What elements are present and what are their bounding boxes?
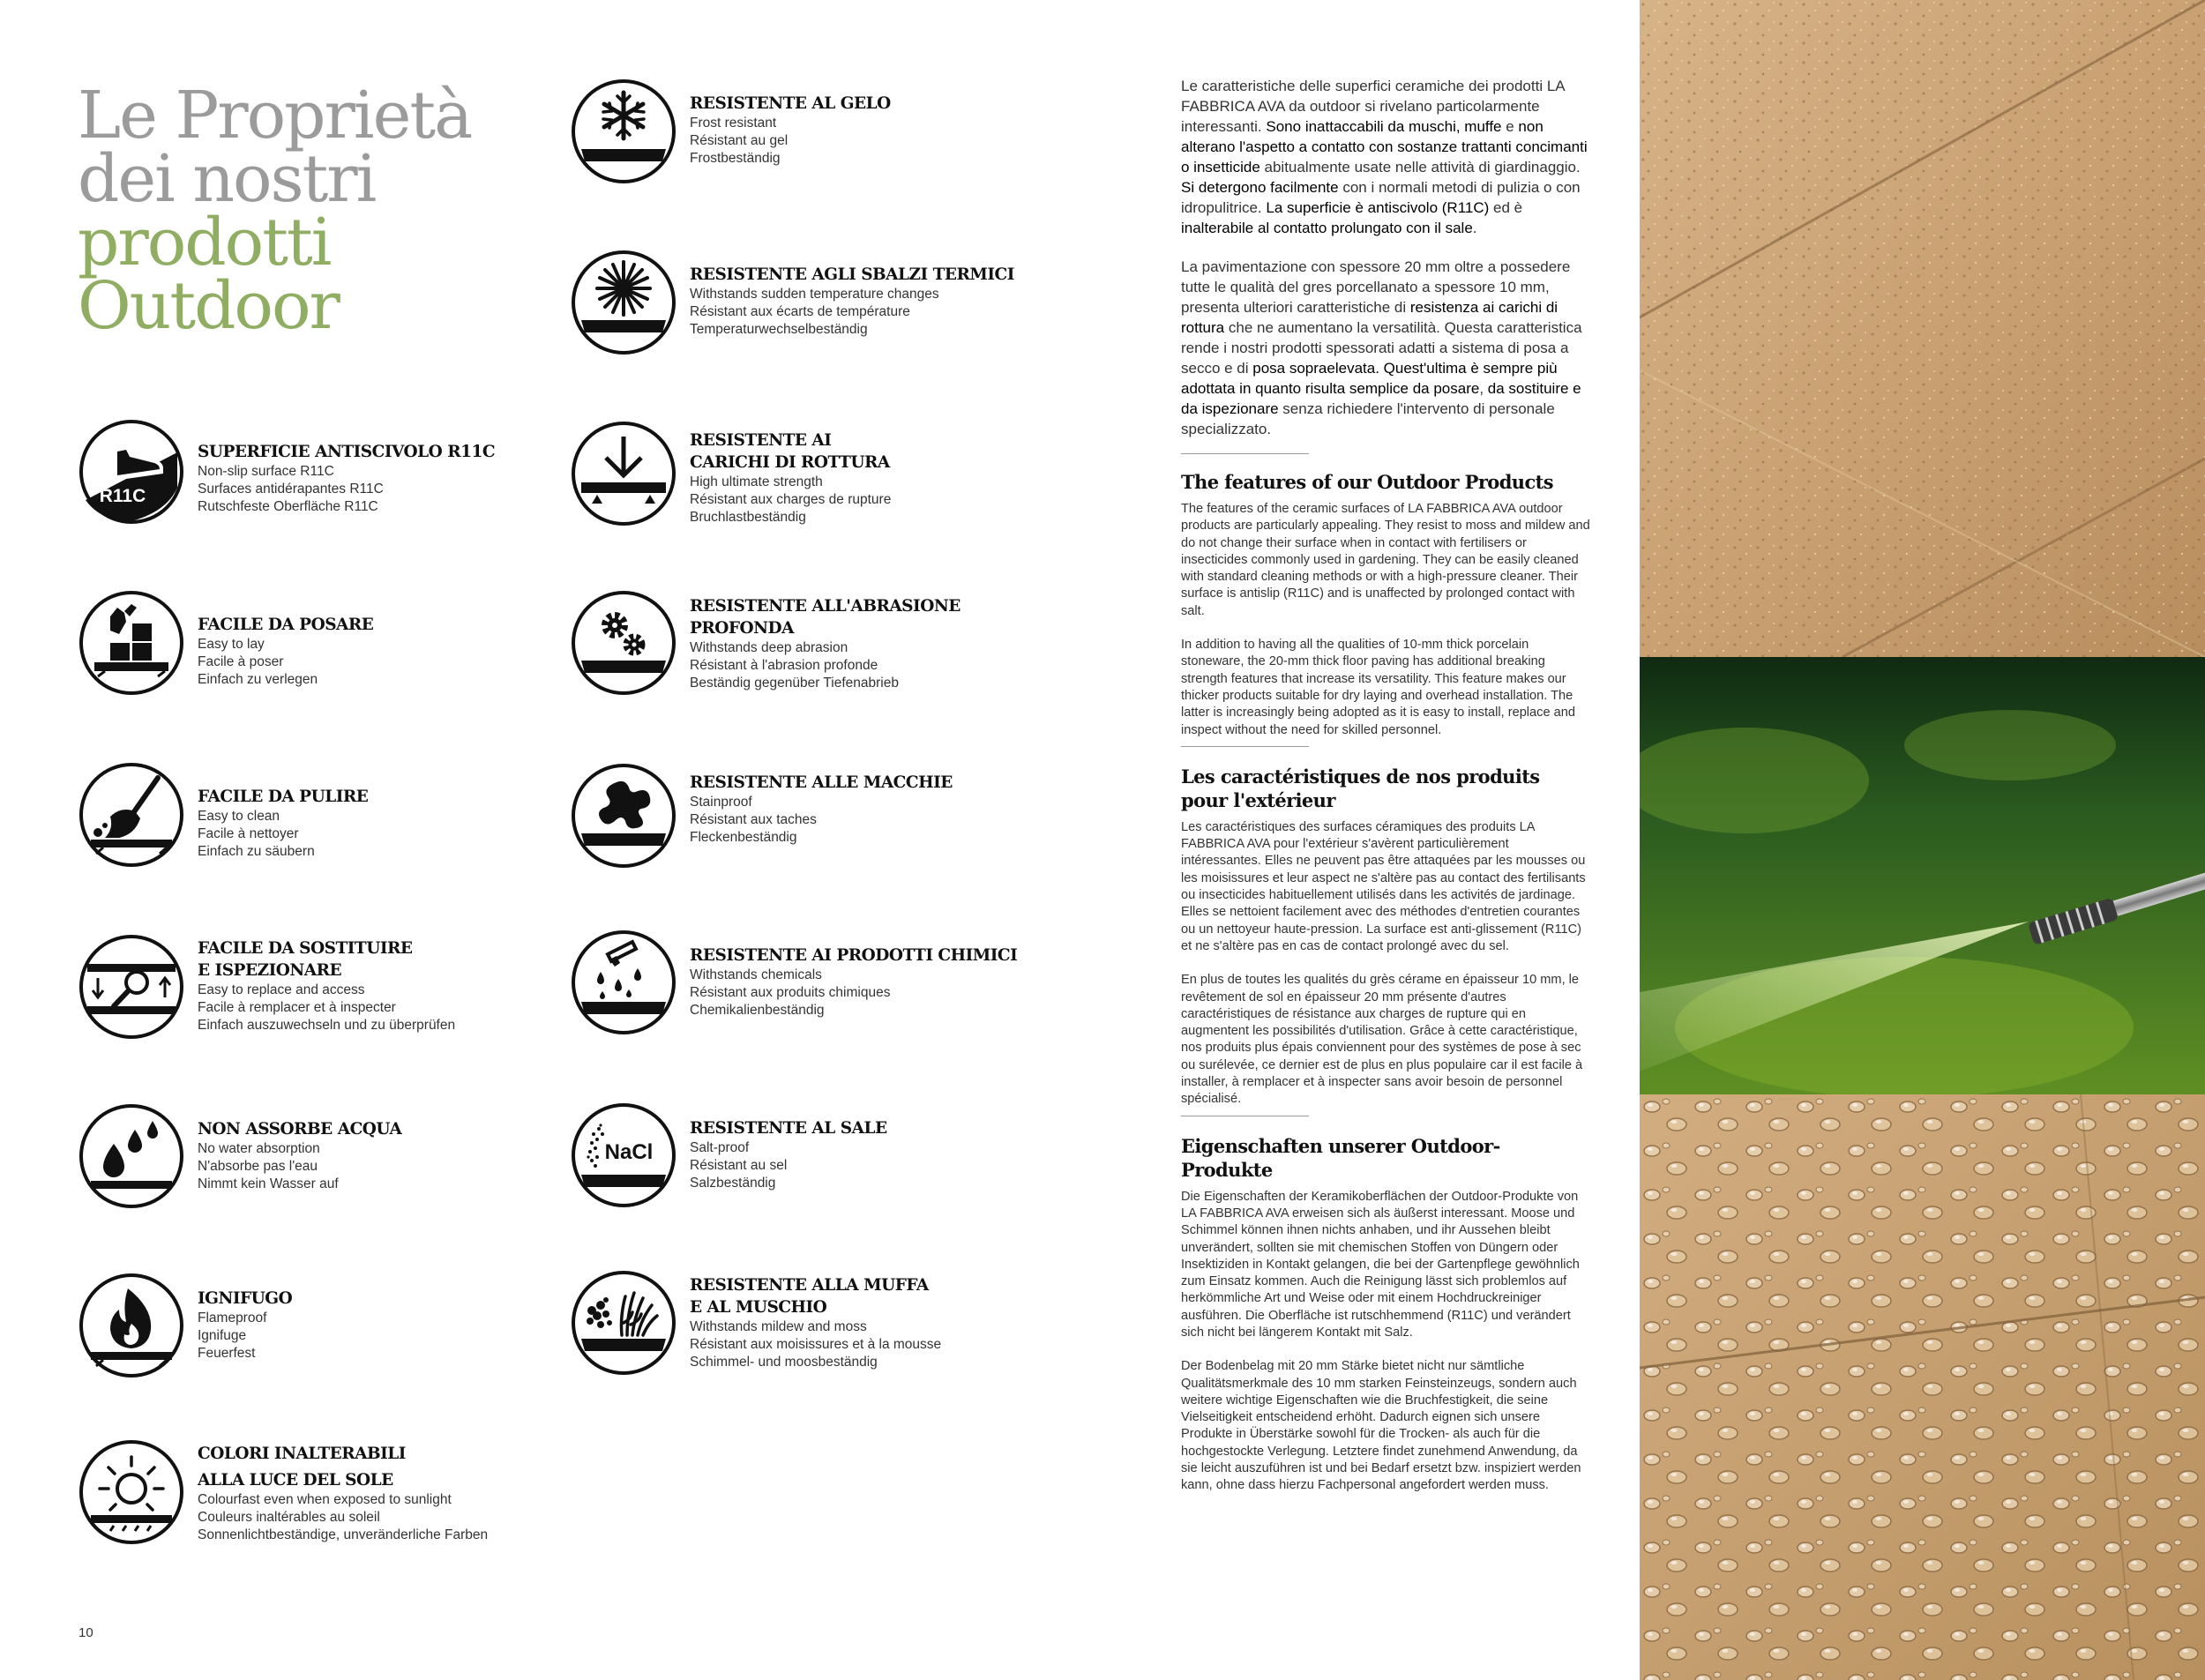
- lawn-washer-image: [1640, 657, 2205, 1094]
- french-paragraph-2: En plus de toutes les qualités du grès cérame en épaisseur 10 mm, le revêtement de sol en épaisseur 20 mm présente d'autres caractéristiques de résistance aux charges de rupture qui en augmentent les possibilités d'utilisation. Grâce à cette caractéristique, nos produits plus épais conviennent pour des systèmes de pose à sec ou surélevée, ce dernier est de plus en plus populaire car il est facile à installer, à remplacer et à inspecter sans avoir besoin de personnel spécialisé.: [1181, 973, 1583, 1107]
- property-fr: Facile à poser: [198, 654, 284, 669]
- german-heading: Eigenschaften unserer Outdoor-Produkte: [1181, 1134, 1500, 1181]
- property-fr: Couleurs inaltérables au soleil: [198, 1510, 380, 1525]
- property-title: RESISTENTE ALL'ABRASIONE: [690, 597, 960, 616]
- property-en: Colourfast even when exposed to sunlight: [198, 1492, 452, 1507]
- svg-text:R11C: R11C: [99, 486, 146, 506]
- property-title: FACILE DA PULIRE: [198, 788, 369, 806]
- photo-water-droplets: [1640, 1094, 2205, 1680]
- page-number-left: 10: [78, 1625, 93, 1640]
- water-droplets-image: [1640, 1094, 2205, 1680]
- property-fr: Résistant au gel: [690, 133, 789, 148]
- property-title: RESISTENTE AL GELO: [690, 94, 891, 113]
- property-title: RESISTENTE AL SALE: [690, 1119, 887, 1138]
- property-fr: Surfaces antidérapantes R11C: [198, 482, 384, 497]
- property-title-2: E AL MUSCHIO: [690, 1298, 827, 1317]
- english-paragraph-1: The features of the ceramic surfaces of LA FABBRICA AVA outdoor products are particularly appealing. They resist to moss and mildew and do not change their surface when in contact with fertilisers or insecticides commonly used in gardening. They can be easily cleaned with standard cleaning methods or with a high-pressure cleaner. Their surface is antislip (R11C) and is unaffected by prolonged contact with salt.: [1181, 502, 1590, 618]
- property-fr: Résistant à l'abrasion profonde: [690, 658, 878, 673]
- property-title: SUPERFICIE ANTISCIVOLO R11C: [198, 443, 496, 461]
- property-fr: Résistant aux produits chimiques: [690, 985, 891, 1000]
- italian-paragraph-2: La pavimentazione con spessore 20 mm oltre a possedere tutte le qualità del gres porcellanato a spessore 10 mm, presenta ulteriori caratteristiche di resistenza ai carichi di rottura che ne aumentano la versatilità. Questa caratteristica rende i nostri prodotti spessorati adatti a sistema di posa a secco e di posa sopraelevata. Quest'ultima è sempre più adottata in quanto risulta semplice da posare, da sostituire e da ispezionare senza richiedere l'intervento di personale specializzato.: [1181, 258, 1582, 437]
- property-title: RESISTENTE AGLI SBALZI TERMICI: [690, 265, 1014, 284]
- title-line-1: Le Proprietà: [78, 78, 472, 153]
- flame-icon: [78, 1273, 184, 1378]
- photo-stone-tiles: [1640, 0, 2205, 657]
- property-de: Salzbeständig: [690, 1176, 776, 1191]
- property-de: Feuerfest: [198, 1346, 256, 1361]
- property-de: Schimmel- und moosbeständig: [690, 1355, 878, 1370]
- english-paragraph-2: In addition to having all the qualities of 10-mm thick porcelain stoneware, the 20-mm thick floor paving has additional breaking strength features that increase its versatility. This feature makes our thicker products suitable for dry laying and overhead installation. The latter is increasingly being adopted as it is easy to install, replace and inspect without the need for skilled personnel.: [1181, 638, 1575, 737]
- property-de: Einfach zu verlegen: [198, 672, 318, 687]
- italian-paragraph-1: Le caratteristiche delle superfici ceramiche dei prodotti LA FABBRICA AVA da outdoor si rivelano particolarmente interessanti. Sono inattaccabili da muschi, muffe e non alterano l'aspetto a contatto con sostanze trattanti concimanti o insetticide abitualmente usate nelle attività di giardinaggio. Si detergono facilmente con i normali metodi di pulizia o con idropulitrice. La superficie è antiscivolo (R11C) ed è inalterabile al contatto prolungato con il sale.: [1181, 78, 1588, 236]
- property-fr: N'absorbe pas l'eau: [198, 1159, 318, 1174]
- property-title-2: ALLA LUCE DEL SOLE: [198, 1471, 393, 1490]
- title-line-2: dei nostri: [78, 141, 376, 217]
- property-de: Einfach zu säubern: [198, 844, 315, 859]
- divider: [1181, 746, 1309, 747]
- water-drops-icon: [78, 1103, 184, 1209]
- title-line-4: Outdoor: [78, 268, 339, 344]
- property-fr: Facile à remplacer et à inspecter: [198, 1000, 396, 1015]
- property-title: RESISTENTE ALLE MACCHIE: [690, 773, 953, 792]
- divider: [1181, 453, 1309, 454]
- property-en: No water absorption: [198, 1141, 320, 1156]
- property-title: RESISTENTE AI PRODOTTI CHIMICI: [690, 946, 1018, 965]
- chemicals-icon: [571, 930, 676, 1035]
- property-en: Withstands mildew and moss: [690, 1319, 867, 1334]
- stone-tiles-image: [1640, 0, 2205, 657]
- page-title: [78, 78, 472, 344]
- property-en: Salt-proof: [690, 1140, 750, 1155]
- property-en: Easy to clean: [198, 809, 280, 824]
- property-en: Withstands sudden temperature changes: [690, 287, 939, 302]
- property-title-2: E ISPEZIONARE: [198, 961, 342, 980]
- property-fr: Résistant au sel: [690, 1158, 788, 1173]
- property-title: FACILE DA POSARE: [198, 616, 374, 634]
- property-en: Withstands chemicals: [690, 967, 822, 982]
- french-paragraph-1: Les caractéristiques des surfaces céramiques des produits LA FABBRICA AVA pour l'extérieur s'avèrent particulièrement intéressantes. Elles ne peuvent pas être attaquées par les mousses ou les moisissures et leur aspect ne s'altère pas au contact des fertilisants ou insecticides habituellement utilisés dans les activités de jardinage. Elles se nettoient facilement avec des méthodes d'entretien courantes ou un nettoyeur haute-pression. La surface est anti-glissement (R11C) et ne s'altère pas en cas de contact prolongé avec du sel.: [1181, 819, 1586, 953]
- property-title: NON ASSORBE ACQUA: [198, 1120, 402, 1139]
- property-fr: Résistant aux moisissures et à la mousse: [690, 1337, 942, 1352]
- mildew-moss-icon: [571, 1270, 676, 1376]
- stain-icon: [571, 763, 676, 869]
- property-title: RESISTENTE AI: [690, 431, 832, 450]
- english-heading: The features of our Outdoor Products: [1181, 471, 1553, 493]
- property-de: Sonnenlichtbeständige, unveränderliche Farben: [198, 1527, 489, 1542]
- french-heading: Les caractéristiques de nos produits pour l'extérieur: [1181, 765, 1540, 811]
- photo-strip: [1640, 0, 2205, 1680]
- sun-icon: [78, 1439, 184, 1545]
- easy-to-lay-icon: [78, 590, 184, 696]
- property-de: Rutschfeste Oberfläche R11C: [198, 499, 378, 514]
- broom-clean-icon: [78, 762, 184, 868]
- property-de: Nimmt kein Wasser auf: [198, 1176, 339, 1191]
- property-title: IGNIFUGO: [198, 1289, 293, 1308]
- property-title: FACILE DA SOSTITUIRE: [198, 939, 413, 958]
- photo-lawn-cleaner: [1640, 657, 2205, 1094]
- title-line-3: prodotti: [78, 205, 331, 280]
- text-column: [1181, 76, 1591, 1495]
- property-de: Chemikalienbeständig: [690, 1003, 825, 1018]
- property-de: Einfach auszuwechseln und zu überprüfen: [198, 1018, 456, 1033]
- breaking-load-icon: [571, 421, 676, 526]
- property-title-2: CARICHI DI ROTTURA: [690, 453, 890, 472]
- property-de: Temperaturwechselbeständig: [690, 322, 868, 337]
- inspect-magnifier-icon: [78, 934, 184, 1040]
- property-fr: Facile à nettoyer: [198, 826, 299, 841]
- property-fr: Résistant aux taches: [690, 812, 817, 827]
- property-de: Fleckenbeständig: [690, 830, 797, 845]
- property-de: Beständig gegenüber Tiefenabrieb: [690, 676, 899, 691]
- svg-text:NaCl: NaCl: [604, 1140, 654, 1164]
- property-en: Easy to replace and access: [198, 982, 365, 997]
- property-fr: Résistant aux charges de rupture: [690, 492, 892, 507]
- german-paragraph-2: Der Bodenbelag mit 20 mm Stärke bietet nicht nur sämtliche Qualitätsmerkmale des 10 mm starken Feinsteinzeugs, sondern auch weitere wichtige Eigenschaften wie die Bruchfestigkeit, die seine Vielseitigkeit entscheidend erhöht. Dadurch eignen sich unsere Produkte in Überstärke sowohl für die Trocken- als auch für die hochgestockte Verlegung. Letztere findet zunehmend Anwendung, da sie leicht auszuführen ist und bei Bedarf ersetzt bzw. inspiziert werden kann, ohne dass hierzu Fachpersonal angefordert werden muss.: [1181, 1359, 1581, 1493]
- property-title: RESISTENTE ALLA MUFFA: [690, 1276, 929, 1295]
- snowflake-icon: [571, 78, 676, 184]
- property-de: Frostbeständig: [690, 151, 781, 166]
- property-en: Non-slip surface R11C: [198, 464, 334, 479]
- property-title-2: PROFONDA: [690, 619, 794, 638]
- property-fr: Ignifuge: [198, 1328, 247, 1343]
- property-en: Stainproof: [690, 795, 752, 810]
- thermal-shock-icon: [571, 250, 676, 355]
- property-en: High ultimate strength: [690, 474, 823, 489]
- property-fr: Résistant aux écarts de température: [690, 304, 910, 319]
- property-de: Bruchlastbeständig: [690, 510, 806, 525]
- abrasion-gears-icon: [571, 590, 676, 696]
- property-title: COLORI INALTERABILI: [198, 1445, 406, 1463]
- german-paragraph-1: Die Eigenschaften der Keramikoberflächen der Outdoor-Produkte von LA FABBRICA AVA erweisen sich als äußerst interessant. Moose und Schimmel können ihnen nichts anhaben, und ihr Aussehen bleibt unverändert, sollten sie mit chemischen Stoffen von Düngern oder Insektiziden in Kontakt gelangen, die bei der Gartenpflege gewöhnlich zum Einsatz kommen. Auch die Reinigung lässt sich problemlos auf herkömmliche Art und Weise oder mit einem Hochdruckreiniger ausführen. Die Oberfläche ist rutschhemmend (R11C) und verändert sich nicht bei längerem Kontakt mit Salz.: [1181, 1189, 1580, 1340]
- property-en: Easy to lay: [198, 637, 265, 652]
- property-en: Flameproof: [198, 1310, 267, 1325]
- property-en: Withstands deep abrasion: [690, 640, 848, 655]
- property-en: Frost resistant: [690, 116, 777, 131]
- non-slip-shoe-icon: [78, 419, 184, 525]
- salt-nacl-icon: [571, 1102, 676, 1208]
